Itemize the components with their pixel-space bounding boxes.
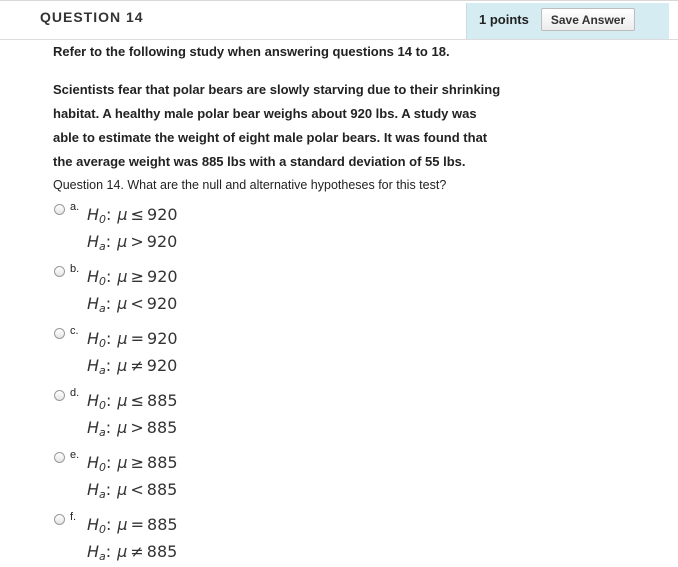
option-letter: a. — [70, 201, 80, 213]
intro-text: Refer to the following study when answering questions 14 to 18. — [53, 44, 450, 59]
radio-button[interactable] — [54, 204, 65, 215]
option-letter: c. — [70, 325, 79, 337]
save-answer-button[interactable]: Save Answer — [541, 8, 635, 31]
alternative-hypothesis: $H_a$: μ < 920 — [87, 294, 178, 315]
radio-button[interactable] — [54, 328, 65, 339]
alternative-hypothesis: $H_a$: μ > 920 — [87, 232, 178, 253]
study-passage — [53, 78, 523, 174]
null-hypothesis: $H_0$: μ ≥ 920 — [87, 267, 178, 288]
passage-line: the average weight was 885 lbs with a standard deviation of 55 lbs. — [53, 154, 466, 169]
radio-button[interactable] — [54, 514, 65, 525]
null-hypothesis: $H_0$: μ ≥ 885 — [87, 453, 178, 474]
null-hypothesis: $H_0$: μ ≤ 885 — [87, 391, 178, 412]
passage-line: habitat. A healthy male polar bear weighs about 920 lbs. A study was — [53, 106, 477, 121]
alternative-hypothesis: $H_a$: μ < 885 — [87, 480, 178, 501]
alternative-hypothesis: $H_a$: μ ≠ 920 — [87, 356, 178, 377]
passage-line: able to estimate the weight of eight male polar bears. It was found that — [53, 130, 488, 145]
points-label: 1 points — [479, 12, 529, 27]
option-letter: f. — [70, 511, 77, 523]
question-title: QUESTION 14 — [40, 9, 144, 25]
radio-button[interactable] — [54, 390, 65, 401]
null-hypothesis: $H_0$: μ = 920 — [87, 329, 178, 350]
null-hypothesis: $H_0$: μ ≤ 920 — [87, 205, 178, 226]
null-hypothesis: $H_0$: μ = 885 — [87, 515, 178, 536]
alternative-hypothesis: $H_a$: μ > 885 — [87, 418, 178, 439]
answer-option-d[interactable] — [54, 387, 254, 443]
question-header — [0, 0, 678, 40]
option-letter: d. — [70, 387, 80, 399]
passage-line: Scientists fear that polar bears are slowly starving due to their shrinking — [53, 82, 501, 97]
radio-button[interactable] — [54, 452, 65, 463]
radio-button[interactable] — [54, 266, 65, 277]
answer-option-f[interactable] — [54, 511, 254, 567]
answer-option-e[interactable] — [54, 449, 254, 505]
option-letter: e. — [70, 449, 80, 461]
answer-option-a[interactable] — [54, 201, 254, 257]
question-prompt: Question 14. What are the null and alternative hypotheses for this test? — [53, 178, 447, 192]
option-letter: b. — [70, 263, 80, 275]
answer-option-b[interactable] — [54, 263, 254, 319]
answer-option-c[interactable] — [54, 325, 254, 381]
alternative-hypothesis: $H_a$: μ ≠ 885 — [87, 542, 178, 563]
points-panel — [466, 3, 669, 39]
